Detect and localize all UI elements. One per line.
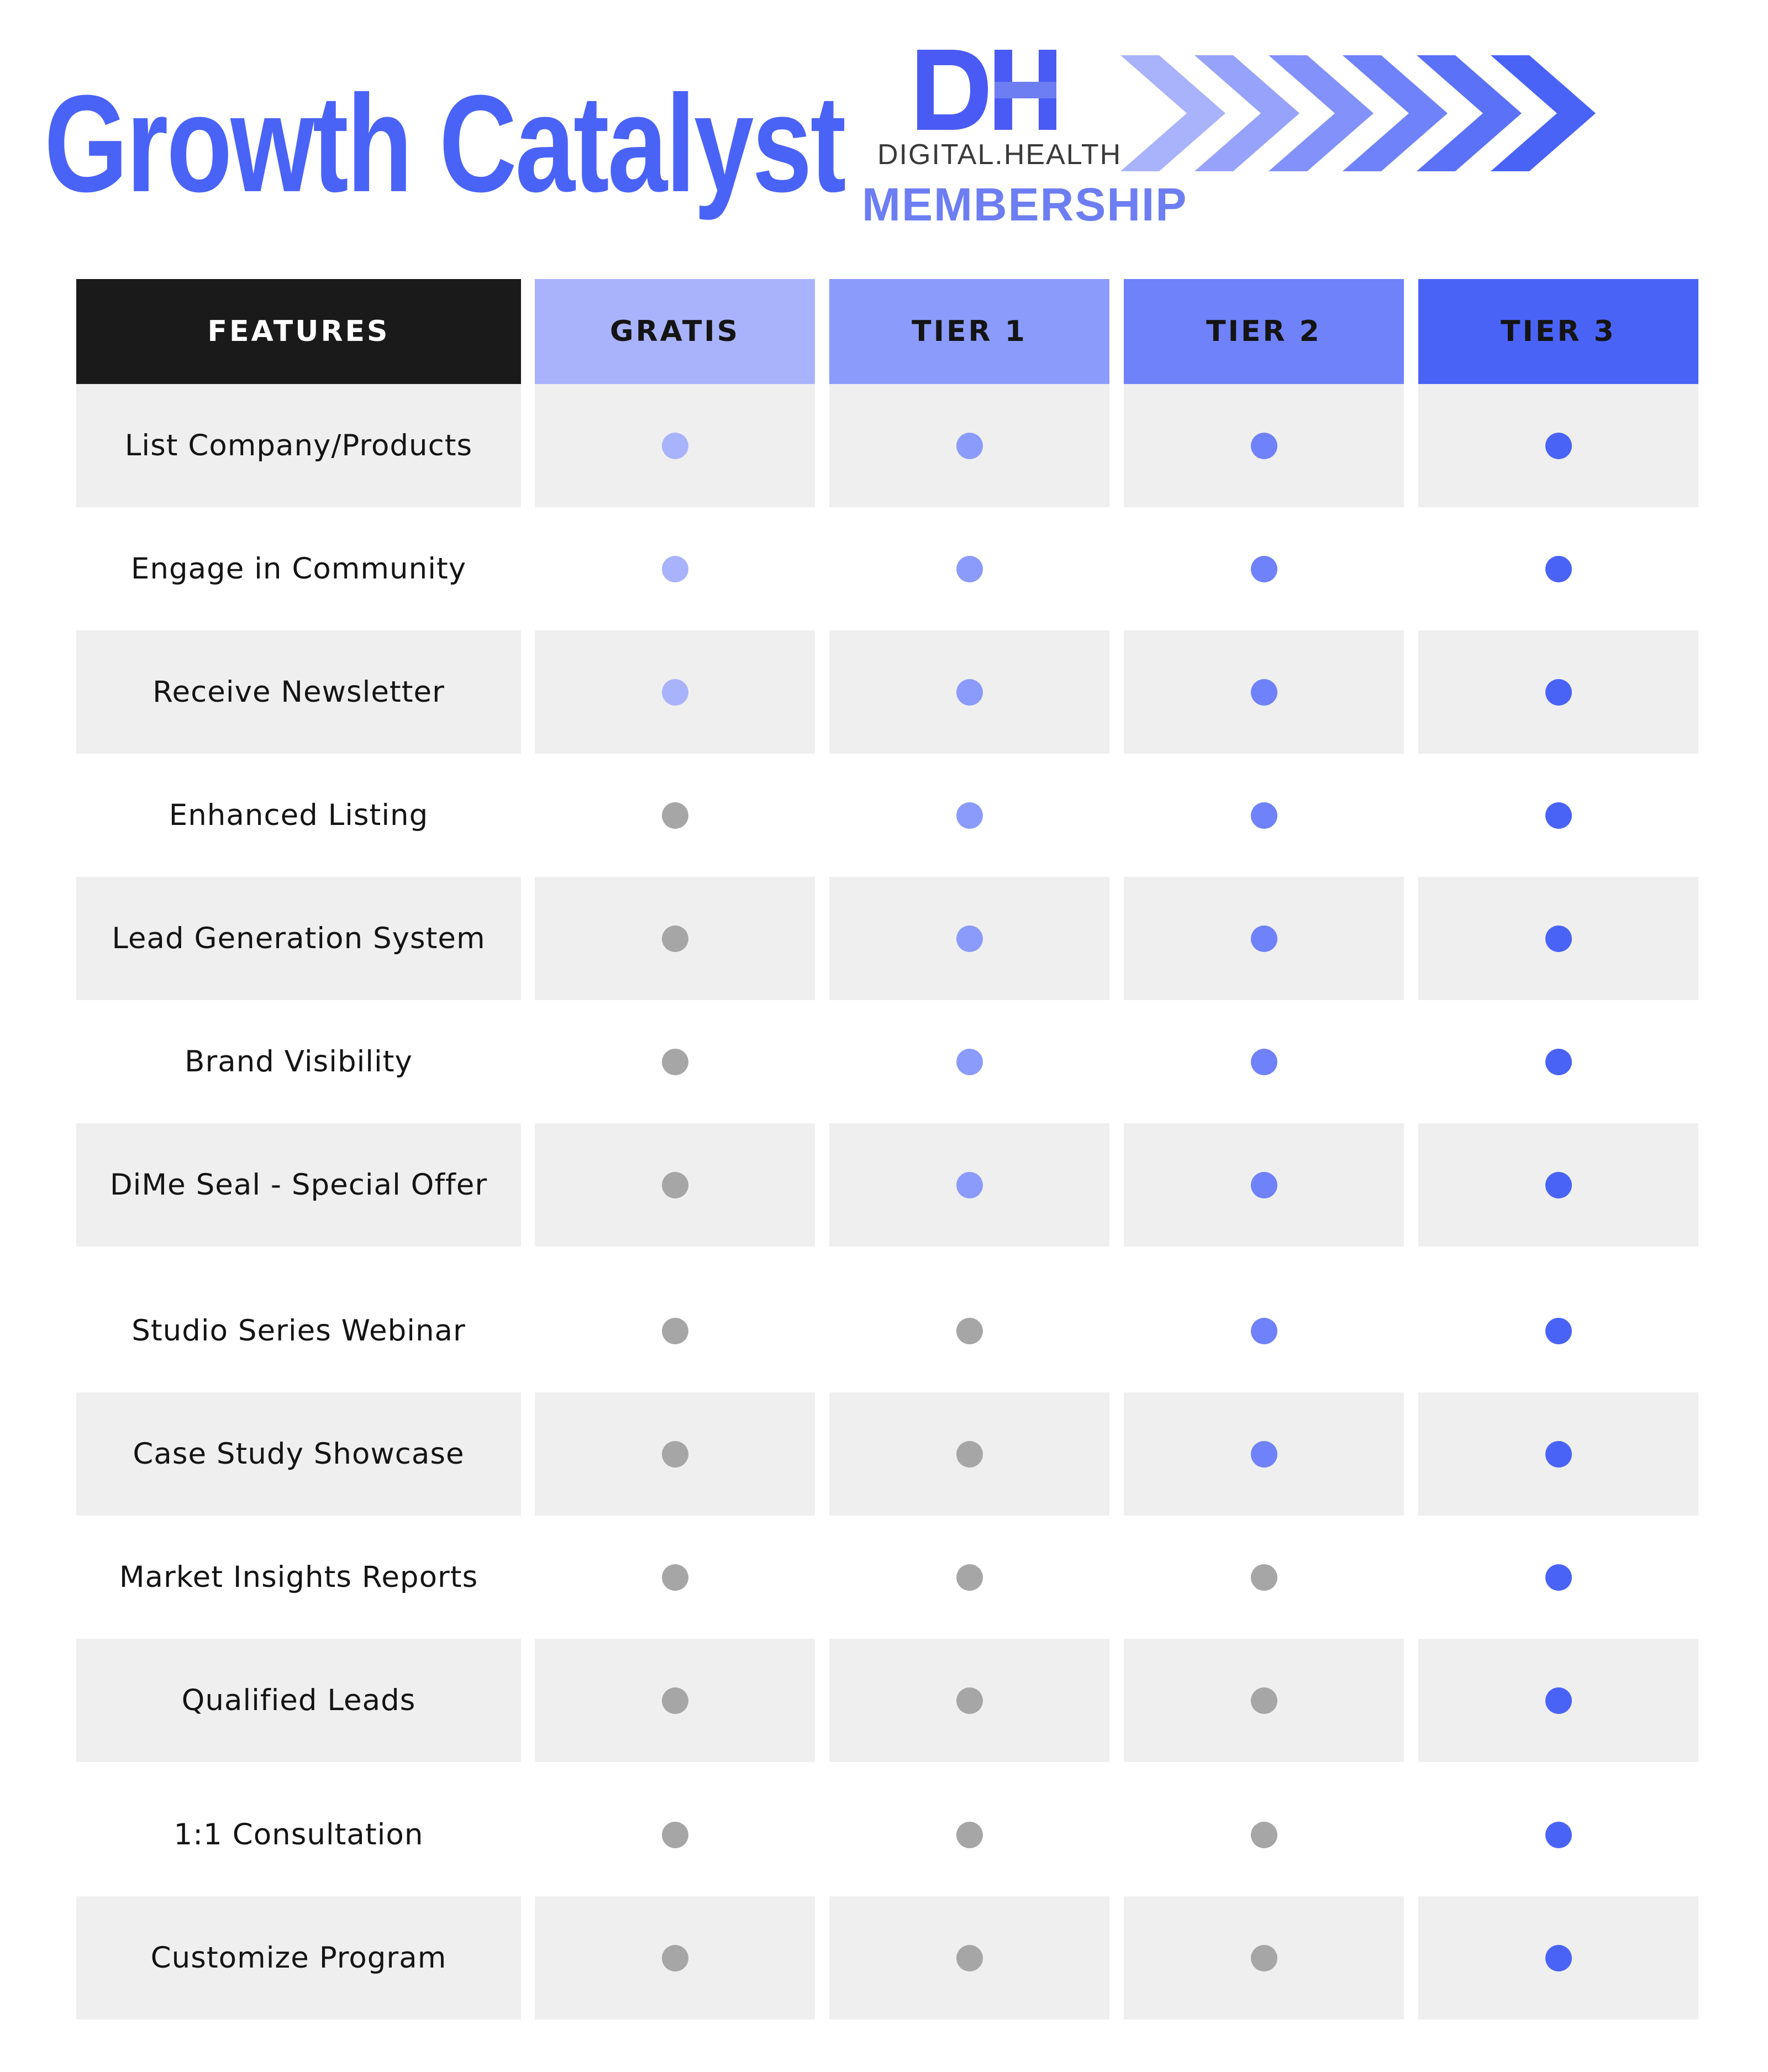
tier-cell-tier3 xyxy=(1418,1516,1698,1639)
progress-chevrons-icon xyxy=(1120,55,1739,177)
tier-cell-tier1 xyxy=(829,507,1109,630)
tier-cell-gratis xyxy=(535,877,815,1000)
not-included-dot-icon xyxy=(662,925,688,952)
tier-cell-tier3 xyxy=(1418,1773,1698,1896)
tier-cell-gratis xyxy=(535,1639,815,1762)
feature-cell xyxy=(76,1516,521,1639)
tier-cell-tier1 xyxy=(829,1639,1109,1762)
tier-cell-tier3 xyxy=(1418,1639,1698,1762)
included-dot-icon xyxy=(662,433,688,459)
not-included-dot-icon xyxy=(662,1945,688,1971)
not-included-dot-icon xyxy=(662,1687,688,1714)
included-dot-icon xyxy=(956,1172,983,1198)
tier-cell-tier2 xyxy=(1124,1896,1404,2020)
included-dot-icon xyxy=(956,802,983,829)
feature-label: Customize Program xyxy=(150,1941,447,1975)
tier-cell-tier1 xyxy=(829,1896,1109,2020)
feature-label: Brand Visibility xyxy=(185,1045,413,1079)
tier-cell-tier3 xyxy=(1418,384,1698,507)
tier-cell-gratis xyxy=(535,754,815,877)
feature-cell xyxy=(76,1000,521,1123)
tier-cell-tier1 xyxy=(829,1773,1109,1896)
membership-label: MEMBERSHIP xyxy=(862,178,1188,230)
tier-cell-tier2 xyxy=(1124,1639,1404,1762)
included-dot-icon xyxy=(1251,1441,1277,1468)
feature-cell xyxy=(76,1639,521,1762)
included-dot-icon xyxy=(1545,556,1572,582)
tier-cell-gratis xyxy=(535,630,815,754)
feature-cell xyxy=(76,1269,521,1392)
feature-label: Studio Series Webinar xyxy=(131,1314,466,1348)
feature-cell xyxy=(76,384,521,507)
included-dot-icon xyxy=(1545,1172,1572,1198)
not-included-dot-icon xyxy=(956,1564,983,1591)
table-row xyxy=(76,877,1698,1000)
table-row xyxy=(76,1896,1698,2020)
included-dot-icon xyxy=(1545,1945,1572,1971)
tier-cell-tier2 xyxy=(1124,1123,1404,1247)
tier-cell-tier1 xyxy=(829,1123,1109,1247)
included-dot-icon xyxy=(1251,925,1277,952)
tier-cell-gratis xyxy=(535,1516,815,1639)
included-dot-icon xyxy=(956,679,983,706)
tier-cell-tier1 xyxy=(829,1269,1109,1392)
not-included-dot-icon xyxy=(1251,1564,1277,1591)
tier-cell-tier2 xyxy=(1124,1269,1404,1392)
not-included-dot-icon xyxy=(1251,1687,1277,1714)
tier-cell-gratis xyxy=(535,507,815,630)
logo-brand-text: DIGITAL.HEALTH xyxy=(877,139,1122,171)
tier-cell-tier3 xyxy=(1418,630,1698,754)
feature-label: List Company/Products xyxy=(124,429,473,462)
feature-label: 1:1 Consultation xyxy=(173,1818,424,1852)
tier-cell-tier3 xyxy=(1418,1123,1698,1247)
not-included-dot-icon xyxy=(662,1049,688,1075)
table-row xyxy=(76,1000,1698,1123)
tier-cell-tier3 xyxy=(1418,1392,1698,1516)
tier-cell-tier1 xyxy=(829,630,1109,754)
tier-cell-tier3 xyxy=(1418,754,1698,877)
table-row xyxy=(76,507,1698,630)
page-title: Growth Catalyst xyxy=(44,66,845,220)
feature-cell xyxy=(76,1123,521,1247)
not-included-dot-icon xyxy=(662,1822,688,1848)
feature-label: Enhanced Listing xyxy=(169,798,429,832)
not-included-dot-icon xyxy=(1251,1945,1277,1971)
tier-cell-gratis xyxy=(535,1896,815,2020)
dh-logo-mark-icon xyxy=(917,50,1061,133)
header-tier-2: TIER 2 xyxy=(1124,279,1404,384)
tier-cell-gratis xyxy=(535,1392,815,1516)
tier-cell-tier2 xyxy=(1124,877,1404,1000)
tier-cell-gratis xyxy=(535,1773,815,1896)
header-tier-1: TIER 1 xyxy=(829,279,1109,384)
not-included-dot-icon xyxy=(662,1318,688,1344)
tier-cell-tier2 xyxy=(1124,1392,1404,1516)
feature-cell xyxy=(76,630,521,754)
tier-cell-tier2 xyxy=(1124,1516,1404,1639)
included-dot-icon xyxy=(956,433,983,459)
tier-cell-tier2 xyxy=(1124,384,1404,507)
feature-cell xyxy=(76,1392,521,1516)
included-dot-icon xyxy=(1545,1049,1572,1075)
included-dot-icon xyxy=(1545,433,1572,459)
feature-cell xyxy=(76,1773,521,1896)
table-row xyxy=(76,1773,1698,1896)
tier-cell-tier3 xyxy=(1418,1896,1698,2020)
tier-cell-gratis xyxy=(535,1269,815,1392)
table-row xyxy=(76,1269,1698,1392)
included-dot-icon xyxy=(1545,1687,1572,1714)
tier-cell-tier1 xyxy=(829,384,1109,507)
feature-label: Receive Newsletter xyxy=(152,675,445,709)
included-dot-icon xyxy=(662,679,688,706)
table-row xyxy=(76,630,1698,754)
header-tier-3: TIER 3 xyxy=(1418,279,1698,384)
table-row xyxy=(76,1392,1698,1516)
feature-cell xyxy=(76,507,521,630)
not-included-dot-icon xyxy=(956,1945,983,1971)
included-dot-icon xyxy=(1545,679,1572,706)
tier-cell-tier3 xyxy=(1418,877,1698,1000)
tier-cell-gratis xyxy=(535,1000,815,1123)
included-dot-icon xyxy=(1251,679,1277,706)
tier-cell-tier3 xyxy=(1418,1000,1698,1123)
feature-label: DiMe Seal - Special Offer xyxy=(109,1168,488,1202)
not-included-dot-icon xyxy=(662,1172,688,1198)
not-included-dot-icon xyxy=(662,1441,688,1468)
feature-label: Lead Generation System xyxy=(112,922,486,955)
included-dot-icon xyxy=(1251,1318,1277,1344)
table-row xyxy=(76,1123,1698,1247)
feature-cell xyxy=(76,1896,521,2020)
table-row xyxy=(76,1639,1698,1762)
tier-cell-tier3 xyxy=(1418,507,1698,630)
included-dot-icon xyxy=(1251,433,1277,459)
header-features: FEATURES xyxy=(76,279,521,384)
included-dot-icon xyxy=(1545,1564,1572,1591)
included-dot-icon xyxy=(1251,1172,1277,1198)
tier-cell-tier2 xyxy=(1124,630,1404,754)
included-dot-icon xyxy=(1545,1822,1572,1848)
included-dot-icon xyxy=(1545,802,1572,829)
table-row xyxy=(76,384,1698,507)
table-row xyxy=(76,1516,1698,1639)
included-dot-icon xyxy=(662,556,688,582)
included-dot-icon xyxy=(1251,1049,1277,1075)
tier-cell-tier1 xyxy=(829,1000,1109,1123)
tier-cell-tier1 xyxy=(829,877,1109,1000)
feature-label: Qualified Leads xyxy=(181,1684,416,1717)
tier-cell-tier3 xyxy=(1418,1269,1698,1392)
included-dot-icon xyxy=(1545,1318,1572,1344)
tier-cell-tier1 xyxy=(829,754,1109,877)
chevron-arrow-icon xyxy=(1120,55,1225,171)
included-dot-icon xyxy=(956,925,983,952)
not-included-dot-icon xyxy=(956,1822,983,1848)
table-header-row xyxy=(76,279,1698,384)
not-included-dot-icon xyxy=(1251,1822,1277,1848)
table-row xyxy=(76,754,1698,877)
feature-cell xyxy=(76,754,521,877)
not-included-dot-icon xyxy=(956,1318,983,1344)
feature-label: Engage in Community xyxy=(130,552,467,586)
tier-cell-gratis xyxy=(535,1123,815,1247)
tier-cell-tier1 xyxy=(829,1516,1109,1639)
not-included-dot-icon xyxy=(956,1687,983,1714)
feature-label: Case Study Showcase xyxy=(133,1437,465,1471)
included-dot-icon xyxy=(1545,925,1572,952)
feature-cell xyxy=(76,877,521,1000)
not-included-dot-icon xyxy=(662,1564,688,1591)
feature-label: Market Insights Reports xyxy=(119,1560,478,1594)
tier-cell-gratis xyxy=(535,384,815,507)
header-gratis: GRATIS xyxy=(535,279,815,384)
tier-cell-tier1 xyxy=(829,1392,1109,1516)
included-dot-icon xyxy=(1251,802,1277,829)
tier-cell-tier2 xyxy=(1124,754,1404,877)
not-included-dot-icon xyxy=(956,1441,983,1468)
included-dot-icon xyxy=(1545,1441,1572,1468)
tier-cell-tier2 xyxy=(1124,507,1404,630)
included-dot-icon xyxy=(956,556,983,582)
included-dot-icon xyxy=(956,1049,983,1075)
included-dot-icon xyxy=(1251,556,1277,582)
tier-cell-tier2 xyxy=(1124,1773,1404,1896)
not-included-dot-icon xyxy=(662,802,688,829)
tier-cell-tier2 xyxy=(1124,1000,1404,1123)
